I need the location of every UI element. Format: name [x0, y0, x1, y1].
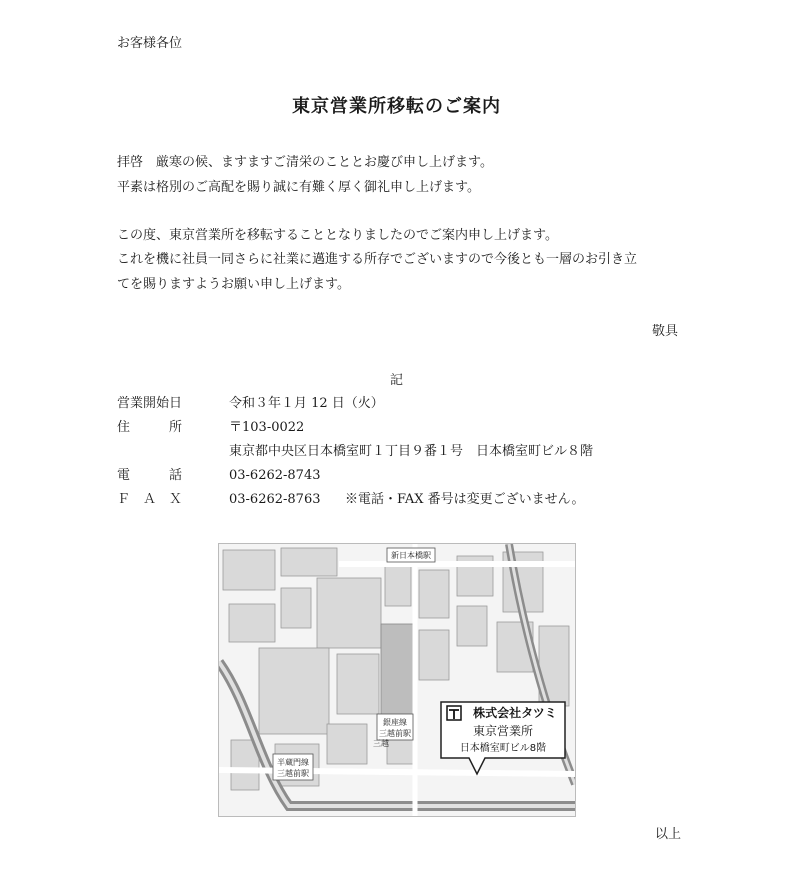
open-date-label: 営業開始日 — [117, 396, 183, 411]
building-name: 日本橋室町ビル8階 — [459, 743, 547, 754]
recipient: お客様各位 — [117, 36, 183, 51]
ki-heading: 記 — [390, 373, 404, 388]
postal-code: 〒103-0022 — [229, 420, 305, 435]
open-date-value: 令和３年１月 12 日（火） — [229, 396, 384, 411]
tel-label: 電 話 — [117, 468, 183, 483]
hanzomon-station-label: 三越前駅 — [277, 769, 309, 778]
body-line-5: てを賜りますようお願い申し上げます。 — [117, 277, 350, 292]
address-label: 住 所 — [117, 420, 183, 435]
ijo: 以上 — [655, 827, 682, 842]
mitsukoshi-label: 三越 — [373, 739, 389, 748]
body-line-4: これを機に社員一同さらに社業に邁進する所存でございますので今後とも一層のお引き立 — [117, 252, 638, 267]
ginza-station-label: 三越前駅 — [379, 729, 411, 738]
hanzomon-line-label: 半蔵門線 — [277, 758, 309, 767]
greeting-line-2: 平素は格別のご高配を賜り誠に有難く厚く御礼申し上げます。 — [117, 180, 480, 195]
number-note: ※電話・FAX 番号は変更ございません。 — [345, 492, 585, 507]
body-line-3: この度、東京営業所を移転することとなりましたのでご案内申し上げます。 — [117, 228, 558, 243]
tel-value: 03-6262-8743 — [229, 468, 321, 483]
page-title: 東京営業所移転のご案内 — [292, 96, 501, 117]
fax-value: 03-6262-8763 — [229, 492, 321, 507]
greeting-line-1: 拝啓 厳寒の候、ますますご清栄のこととお慶び申し上げます。 — [117, 155, 493, 170]
ginza-line-label: 銀座線 — [383, 718, 407, 727]
fax-label: Ｆ Ａ Ｘ — [117, 492, 183, 507]
access-map — [218, 543, 576, 817]
office-name: 東京営業所 — [472, 724, 534, 738]
shin-nihonbashi-station-label: 新日本橋駅 — [391, 551, 431, 560]
keigu: 敬具 — [652, 324, 679, 339]
company-name: 株式会社タツミ — [473, 706, 557, 720]
address-value: 東京都中央区日本橋室町１丁目９番１号 日本橋室町ビル８階 — [229, 444, 594, 459]
